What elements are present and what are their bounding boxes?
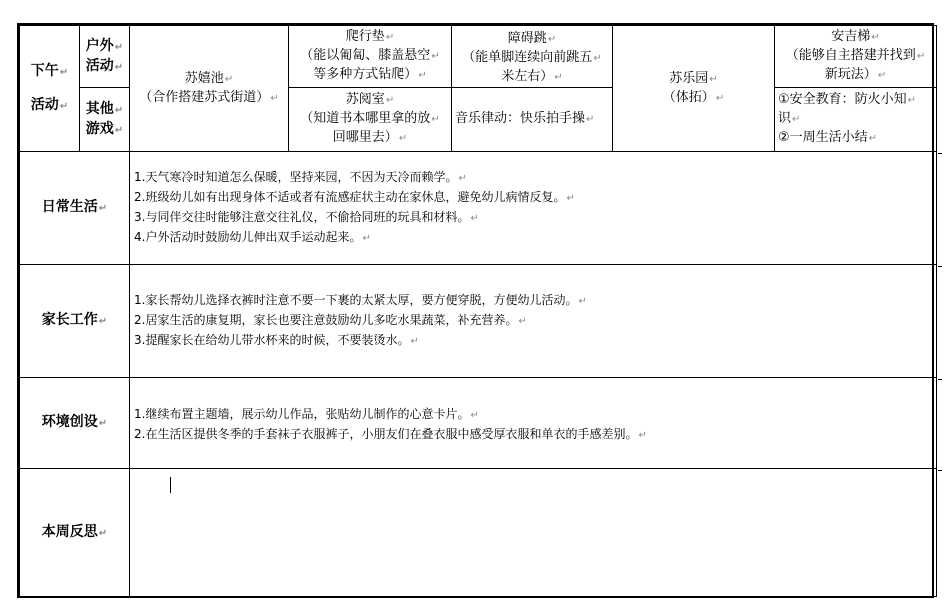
- suxi-pool-desc: （合作搭建苏式街道）↵: [139, 89, 279, 105]
- reflection-label-cell: [20, 469, 130, 597]
- paragraph-mark-icon: ↵: [114, 61, 124, 73]
- obstacle-jump-desc-line1: （能单脚连续向前跳五↵: [462, 50, 602, 65]
- paragraph-mark-icon: ↵: [385, 95, 395, 106]
- reading-room-desc-line1: （知道书本哪里拿的放↵: [300, 111, 440, 126]
- crawl-mat-desc-line2: 等多种方式钻爬）↵: [313, 67, 427, 82]
- afternoon-activity-label-cell: [20, 26, 80, 152]
- outdoor-label-line2: 活动↵: [85, 57, 124, 74]
- obstacle-jump-title: 障碍跳↵: [507, 31, 557, 46]
- paragraph-mark-icon: ↵: [871, 32, 880, 43]
- paragraph-mark-icon: ↵: [418, 70, 427, 81]
- paragraph-mark-icon: ↵: [114, 41, 124, 53]
- anji-ladder-desc-line2: 新玩法）↵: [824, 67, 887, 82]
- crawl-mat-cell: [289, 26, 452, 88]
- paragraph-mark-icon: ↵: [398, 133, 408, 144]
- paragraph-mark-icon: ↵: [98, 527, 108, 539]
- parent-work-item: 1.家长帮幼儿选择衣裤时注意不要一下裹的太紧太厚，要方便穿脱，方便幼儿活动。↵: [134, 293, 587, 307]
- text-cursor: [170, 477, 171, 493]
- paragraph-mark-icon: ↵: [385, 32, 395, 43]
- reading-room-desc-line2: 回哪里去）↵: [332, 130, 408, 145]
- daily-life-content-cell[interactable]: [130, 152, 937, 265]
- paragraph-mark-icon: ↵: [410, 336, 419, 347]
- environment-label-cell: [20, 378, 130, 469]
- paragraph-mark-icon: ↵: [362, 233, 371, 244]
- paragraph-mark-icon: ↵: [114, 124, 124, 136]
- sule-garden-title: 苏乐园↵: [669, 70, 718, 86]
- paragraph-mark-icon: ↵: [431, 114, 440, 125]
- paragraph-mark-icon: ↵: [578, 296, 587, 307]
- crawl-mat-title: 爬行垫↵: [345, 29, 395, 44]
- paragraph-mark-icon: ↵: [518, 316, 527, 327]
- paragraph-mark-icon: ↵: [59, 100, 69, 112]
- suxi-pool-title: 苏嬉池↵: [184, 70, 234, 86]
- crawl-mat-desc-line1: （能以匍匐、膝盖悬空↵: [300, 48, 440, 63]
- anji-ladder-title: 安吉梯↵: [831, 29, 880, 44]
- paragraph-mark-icon: ↵: [470, 410, 479, 421]
- safety-education-cell: [775, 88, 937, 152]
- daily-life-item: 2.班级幼儿如有出现身体不适或者有流感症状主动在家休息，避免幼儿病情反复。↵: [134, 190, 575, 204]
- safety-education-line2: 识↵: [778, 111, 801, 126]
- other-games-label-cell: [80, 88, 130, 152]
- parent-work-item: 3.提醒家长在给幼儿带水杯来的时候，不要装烫水。↵: [134, 333, 419, 347]
- paragraph-mark-icon: ↵: [98, 316, 108, 327]
- paragraph-mark-icon: ↵: [224, 73, 234, 85]
- paragraph-mark-icon: ↵: [554, 72, 563, 83]
- paragraph-mark-icon: ↵: [877, 70, 887, 81]
- other-label-line2: 游戏↵: [85, 120, 124, 137]
- paragraph-mark-icon: ↵: [98, 203, 108, 214]
- outdoor-label-line1: 户外↵: [85, 37, 124, 54]
- paragraph-mark-icon: ↵: [270, 92, 279, 104]
- paragraph-mark-icon: ↵: [98, 418, 108, 429]
- daily-life-item: 1.天气寒冷时知道怎么保暖，坚持来园，不因为天冷而赖学。↵: [134, 170, 467, 184]
- weekly-plan-table: [17, 23, 934, 598]
- music-rhythm-cell: [452, 88, 613, 152]
- sule-garden-desc: （体拓）↵: [662, 89, 725, 105]
- obstacle-jump-desc-line2: 米左右）↵: [501, 69, 563, 84]
- paragraph-mark-icon: ↵: [907, 95, 917, 106]
- parent-work-content-cell[interactable]: [130, 265, 937, 378]
- outdoor-activity-label-cell: [80, 26, 130, 88]
- environment-label: 环境创设↵: [41, 414, 108, 430]
- sule-garden-cell: [613, 26, 775, 152]
- paragraph-mark-icon: ↵: [715, 92, 725, 104]
- paragraph-mark-icon: ↵: [638, 430, 647, 441]
- afternoon-label-line1: 下午↵: [30, 62, 69, 79]
- anji-ladder-desc-line1: （能够自主搭建并找到↵: [785, 48, 926, 63]
- daily-life-label: 日常生活↵: [41, 199, 108, 215]
- row-end-mark: [938, 379, 942, 380]
- safety-education-line1: ①安全教育：防火小知↵: [778, 92, 917, 107]
- reading-room-cell: [289, 88, 452, 152]
- paragraph-mark-icon: ↵: [458, 173, 467, 184]
- daily-life-label-cell: [20, 152, 130, 265]
- paragraph-mark-icon: ↵: [431, 51, 440, 62]
- reading-room-title: 苏阅室↵: [345, 92, 395, 107]
- suxi-pool-cell: [130, 26, 289, 152]
- reflection-content-cell[interactable]: [130, 469, 937, 597]
- parent-work-label-cell: [20, 265, 130, 378]
- row-end-mark: [938, 266, 942, 267]
- parent-work-label: 家长工作↵: [41, 312, 108, 328]
- paragraph-mark-icon: ↵: [916, 51, 926, 62]
- paragraph-mark-icon: ↵: [792, 114, 801, 125]
- environment-content-cell[interactable]: [130, 378, 937, 469]
- obstacle-jump-cell: [452, 26, 613, 88]
- afternoon-label-line2: 活动↵: [30, 96, 69, 113]
- environment-item: 1.继续布置主题墙，展示幼儿作品，张贴幼儿制作的心意卡片。↵: [134, 407, 479, 421]
- paragraph-mark-icon: ↵: [566, 193, 575, 204]
- other-label-line1: 其他↵: [85, 100, 124, 117]
- reflection-label: 本周反思↵: [41, 523, 108, 540]
- paragraph-mark-icon: ↵: [709, 73, 718, 85]
- weekly-summary-text: ②一周生活小结↵: [778, 130, 878, 145]
- daily-life-item: 4.户外活动时鼓励幼儿伸出双手运动起来。↵: [134, 230, 371, 244]
- anji-ladder-cell: [775, 26, 937, 88]
- paragraph-mark-icon: ↵: [470, 213, 479, 224]
- paragraph-mark-icon: ↵: [868, 133, 878, 144]
- daily-life-item: 3.与同伴交往时能够注意交往礼仪，不偷拾同班的玩具和材料。↵: [134, 210, 479, 224]
- paragraph-mark-icon: ↵: [114, 104, 124, 116]
- row-end-mark: [938, 153, 942, 154]
- paragraph-mark-icon: ↵: [59, 66, 69, 78]
- parent-work-item: 2.居家生活的康复期，家长也要注意鼓励幼儿多吃水果蔬菜，补充营养。↵: [134, 313, 527, 327]
- paragraph-mark-icon: ↵: [547, 34, 557, 45]
- environment-item: 2.在生活区提供冬季的手套袜子衣服裤子，小朋友们在叠衣服中感受厚衣服和单衣的手感差别。↵: [134, 427, 647, 441]
- music-rhythm-text: 音乐律动：快乐拍手操↵: [455, 111, 595, 126]
- row-end-mark: [938, 470, 942, 471]
- paragraph-mark-icon: ↵: [593, 53, 602, 64]
- paragraph-mark-icon: ↵: [586, 114, 595, 125]
